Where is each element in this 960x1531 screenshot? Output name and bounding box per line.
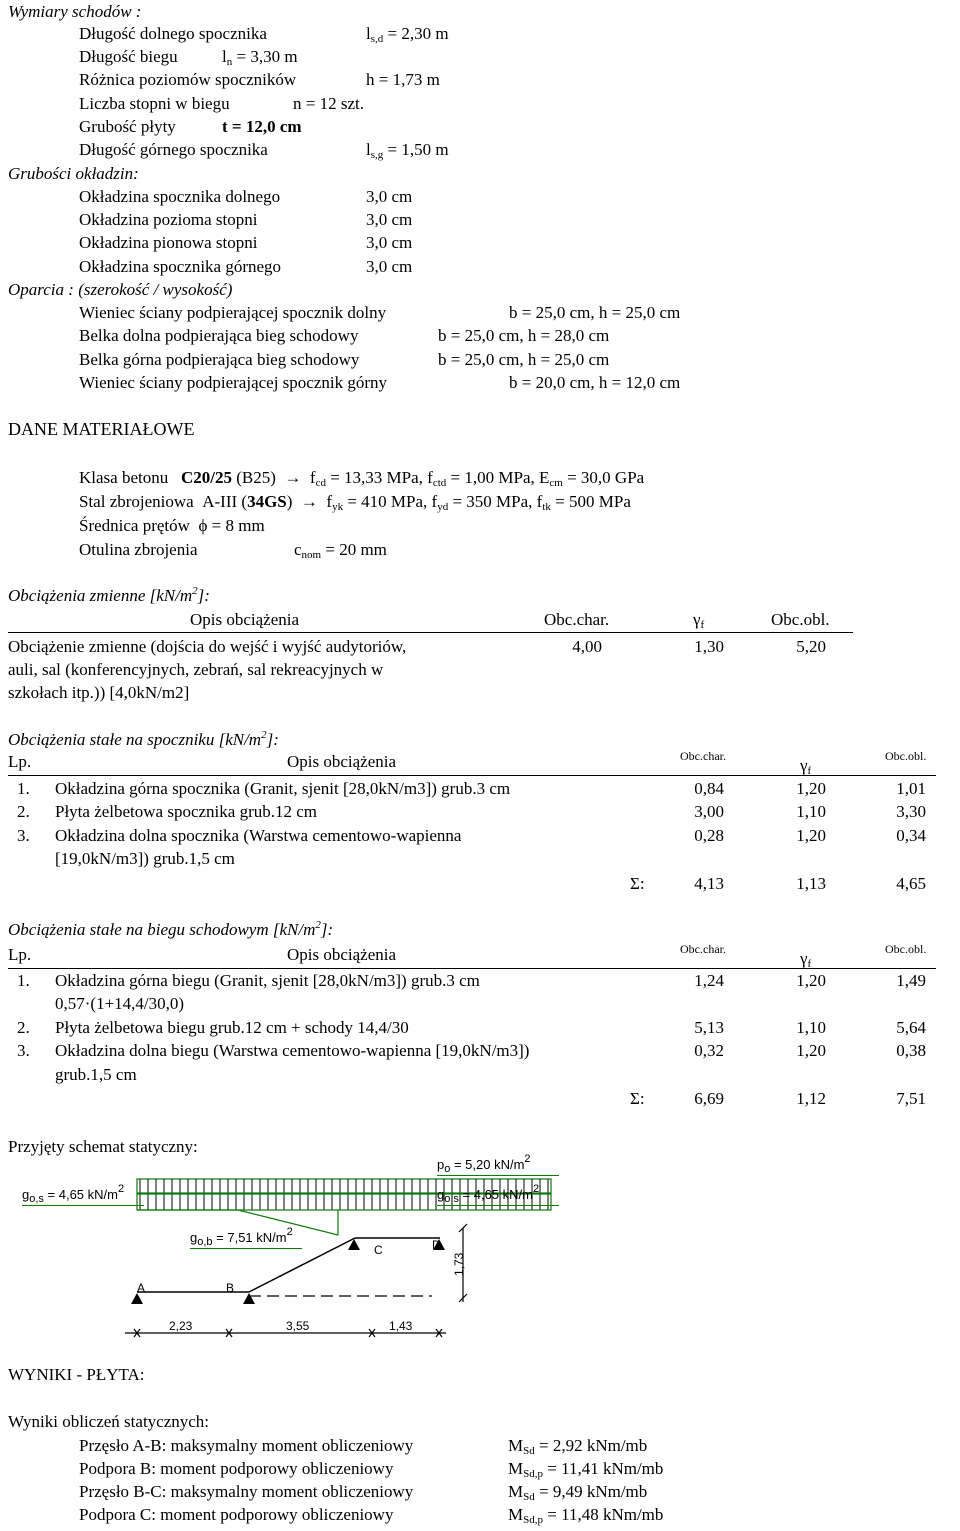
support-label: Wieniec ściany podpierającej spocznik górny bbox=[79, 373, 388, 392]
steel-line: Stal zbrojeniowa A-III $(34GS) \to f_{yk} = 410$ MPa, $f_{yd} = 350$ MPa, $f_{tk} = 500$ MPa bbox=[79, 492, 631, 513]
cladding-label: Okładzina pionowa stopni bbox=[79, 233, 258, 252]
dim-label: Długość dolnego spocznika bbox=[79, 24, 267, 43]
arrow-icon: → bbox=[284, 468, 302, 487]
variable-row-char: 4,00 bbox=[572, 637, 602, 656]
landing-row-char: 0,28 bbox=[694, 826, 724, 845]
result-value: $M_{Sd} = 2,92$ kNm/mb bbox=[508, 1436, 648, 1457]
load-po-underline bbox=[437, 1175, 559, 1176]
node-label-c: C bbox=[374, 1243, 383, 1257]
landing-row-gamma: 1,20 bbox=[796, 779, 826, 798]
result-value: $M_{Sd,p} = 11,48$ kNm/mb bbox=[508, 1505, 664, 1526]
dim-label: Różnica poziomów spoczników bbox=[79, 70, 297, 89]
flight-head-lp: Lp. bbox=[8, 945, 32, 964]
support-value: b = 20,0 cm, h = 12,0 cm bbox=[509, 373, 681, 392]
dim-value: $l_{s,d} = 2,30$ m bbox=[366, 24, 449, 45]
support-value: b = 25,0 cm, h = 25,0 cm bbox=[438, 350, 610, 369]
flight-row-desc: 0,57·(1+14,4/30,0) bbox=[55, 994, 185, 1013]
landing-row-desc: Płyta żelbetowa spocznika grub.12 cm bbox=[55, 802, 318, 821]
result-label: Przęsło B-C: maksymalny moment obliczeniowy bbox=[79, 1482, 414, 1501]
landing-head-design: Obc.obl. bbox=[885, 749, 927, 763]
dim-label: Długość biegu bbox=[79, 47, 178, 66]
landing-head-lp: Lp. bbox=[8, 752, 32, 771]
span-label: 1,43 bbox=[389, 1319, 413, 1333]
support-label: Wieniec ściany podpierającej spocznik dolny bbox=[79, 303, 387, 322]
flight-row-design: 5,64 bbox=[896, 1018, 926, 1037]
landing-row-lp: 3. bbox=[17, 826, 30, 845]
dim-label: Liczba stopni w biegu bbox=[79, 94, 230, 113]
landing-sum-char: 4,13 bbox=[694, 874, 724, 893]
results-subtitle: Wyniki obliczeń statycznych: bbox=[8, 1412, 210, 1431]
flight-row-desc: grub.1,5 cm bbox=[55, 1065, 137, 1084]
landing-row-lp: 1. bbox=[17, 779, 30, 798]
flight-row-gamma: 1,20 bbox=[796, 1041, 826, 1060]
load-po-label: $p_o = 5,20$ $kN/m^2$ bbox=[437, 1153, 531, 1175]
variable-row-gamma: 1,30 bbox=[694, 637, 724, 656]
landing-row-gamma: 1,20 bbox=[796, 826, 826, 845]
cladding-label: Okładzina pozioma stopni bbox=[79, 210, 258, 229]
flight-row-lp: 3. bbox=[17, 1041, 30, 1060]
landing-row-design: 0,34 bbox=[896, 826, 926, 845]
dim-value: t = 12,0 cm bbox=[222, 117, 302, 136]
support-b-icon bbox=[243, 1293, 255, 1304]
cladding-value: 3,0 cm bbox=[366, 210, 413, 229]
results-title: WYNIKI - PŁYTA: bbox=[8, 1365, 145, 1384]
landing-head-desc: Opis obciążenia bbox=[287, 752, 397, 771]
landing-row-char: 0,84 bbox=[694, 779, 724, 798]
flight-head-char: Obc.char. bbox=[680, 942, 726, 956]
cladding-label: Okładzina spocznika dolnego bbox=[79, 187, 281, 206]
landing-row-desc: Okładzina górna spocznika (Granit, sjenit [28,0kN/m3]) grub.3 cm bbox=[55, 779, 511, 798]
variable-head-design: Obc.obl. bbox=[771, 610, 830, 629]
cover-label: Otulina zbrojenia bbox=[79, 540, 198, 559]
dim-value: h = 1,73 m bbox=[366, 70, 440, 89]
cladding-value: 3,0 cm bbox=[366, 257, 413, 276]
result-value: $M_{Sd,p} = 11,41$ kNm/mb bbox=[508, 1459, 664, 1480]
cladding-title: Grubości okładzin: bbox=[8, 164, 139, 183]
load-gos-left-label: $g_{o,s} = 4,65$ $kN/m^2$ bbox=[22, 1183, 125, 1205]
node-label-a: A bbox=[137, 1281, 146, 1295]
flight-row-char: 1,24 bbox=[694, 971, 724, 990]
cover-value: $c_{nom} = 20$ mm bbox=[294, 540, 387, 561]
bar-diameter-line: Średnica prętów ϕ = 8 mm bbox=[79, 516, 265, 535]
landing-row-design: 3,30 bbox=[896, 802, 926, 821]
load-gob-underline bbox=[190, 1248, 302, 1249]
landing-title: Obciążenia stałe na spoczniku $[kN/m^2]$: bbox=[8, 729, 279, 749]
landing-row-desc: Okładzina dolna spocznika (Warstwa cementowo-wapienna bbox=[55, 826, 462, 845]
flight-row-desc: Płyta żelbetowa biegu grub.12 cm + schody 14,4/30 bbox=[55, 1018, 409, 1037]
scheme-title: Przyjęty schemat statyczny: bbox=[8, 1137, 198, 1156]
variable-head-gamma: $\gamma_f$ bbox=[693, 610, 705, 631]
result-label: Podpora B: moment podporowy obliczeniowy bbox=[79, 1459, 394, 1478]
landing-row-desc: [19,0kN/m3]) grub.1,5 cm bbox=[55, 849, 235, 868]
node-label-b: B bbox=[226, 1281, 235, 1295]
load-gos-right-underline bbox=[437, 1205, 559, 1206]
static-scheme-diagram bbox=[0, 1150, 960, 1370]
flight-row-design: 0,38 bbox=[896, 1041, 926, 1060]
flight-row-desc: Okładzina górna biegu (Granit, sjenit [28,0kN/m3]) grub.3 cm bbox=[55, 971, 480, 990]
load-gob-label: $g_{o,b} = 7,51$ $kN/m^2$ bbox=[190, 1226, 293, 1248]
landing-row-gamma: 1,10 bbox=[796, 802, 826, 821]
node-label-d: D bbox=[432, 1238, 441, 1252]
span-label: 3,55 bbox=[286, 1319, 310, 1333]
dim-label: Grubość płyty bbox=[79, 117, 176, 136]
flight-head-gamma: $\gamma_f$ bbox=[800, 949, 812, 970]
flight-row-desc: Okładzina dolna biegu (Warstwa cementowo-wapienna [19,0kN/m3]) bbox=[55, 1041, 530, 1060]
flight-head-desc: Opis obciążenia bbox=[287, 945, 397, 964]
landing-sum-design: 4,65 bbox=[896, 874, 926, 893]
span-label: 2,23 bbox=[169, 1319, 193, 1333]
landing-row-lp: 2. bbox=[17, 802, 30, 821]
variable-row-design: 5,20 bbox=[796, 637, 826, 656]
cladding-value: 3,0 cm bbox=[366, 233, 413, 252]
cladding-label: Okładzina spocznika górnego bbox=[79, 257, 282, 276]
variable-head-desc: Opis obciążenia bbox=[190, 610, 300, 629]
support-value: b = 25,0 cm, h = 25,0 cm bbox=[509, 303, 681, 322]
arrow-icon: → bbox=[300, 492, 318, 511]
cladding-value: 3,0 cm bbox=[366, 187, 413, 206]
flight-row-char: 5,13 bbox=[694, 1018, 724, 1037]
height-dimension-label: 1,73 bbox=[452, 1252, 466, 1276]
dim-value: $l_{s,g} = 1,50$ m bbox=[366, 140, 449, 161]
landing-head-gamma: $\gamma_f$ bbox=[800, 756, 812, 777]
flight-sum-design: 7,51 bbox=[896, 1089, 926, 1108]
support-label: Belka górna podpierająca bieg schodowy bbox=[79, 350, 360, 369]
flight-head-design: Obc.obl. bbox=[885, 942, 927, 956]
flight-row-design: 1,49 bbox=[896, 971, 926, 990]
flight-row-gamma: 1,10 bbox=[796, 1018, 826, 1037]
result-value: $M_{Sd} = 9,49$ kNm/mb bbox=[508, 1482, 648, 1503]
landing-sum-gamma: 1,13 bbox=[796, 874, 826, 893]
flight-sum-char: 6,69 bbox=[694, 1089, 724, 1108]
dim-value: $l_n = 3,30$ m bbox=[222, 47, 298, 68]
flight-row-gamma: 1,20 bbox=[796, 971, 826, 990]
landing-row-design: 1,01 bbox=[896, 779, 926, 798]
load-gos-left-underline bbox=[22, 1205, 144, 1206]
dim-value: n = 12 szt. bbox=[293, 94, 364, 113]
flight-sum-label: Σ: bbox=[630, 1089, 645, 1108]
dims-title: Wymiary schodów : bbox=[8, 2, 142, 21]
concrete-line: Klasa betonu C20/25 $(B25) \to f_{cd} = 13,33$ MPa, $f_{ctd} = 1,00$ MPa, $E_{cm} = 30,0$ GPa bbox=[79, 468, 645, 489]
support-value: b = 25,0 cm, h = 28,0 cm bbox=[438, 326, 610, 345]
flight-row-lp: 1. bbox=[17, 971, 30, 990]
variable-head-char: Obc.char. bbox=[544, 610, 610, 629]
variable-row-desc: Obciążenie zmienne (dojścia do wejść i wyjść audytoriów, bbox=[8, 637, 407, 656]
support-label: Belka dolna podpierająca bieg schodowy bbox=[79, 326, 359, 345]
landing-header-rule bbox=[8, 775, 936, 776]
dim-label: Długość górnego spocznika bbox=[79, 140, 268, 159]
variable-title: Obciążenia zmienne $[kN/m^2]$: bbox=[8, 585, 210, 605]
flight-row-lp: 2. bbox=[17, 1018, 30, 1037]
supports-title: Oparcia : (szerokość / wysokość) bbox=[8, 280, 233, 299]
flight-row-char: 0,32 bbox=[694, 1041, 724, 1060]
flight-title: Obciążenia stałe na biegu schodowym $[kN/m^2]$: bbox=[8, 919, 334, 939]
result-label: Przęsło A-B: maksymalny moment obliczeniowy bbox=[79, 1436, 414, 1455]
variable-row-desc: auli, sal (konferencyjnych, zebrań, sal rekreacyjnych w bbox=[8, 660, 384, 679]
landing-sum-label: Σ: bbox=[630, 874, 645, 893]
landing-head-char: Obc.char. bbox=[680, 749, 726, 763]
variable-row-desc: szkołach itp.)) [4,0kN/m2] bbox=[8, 683, 190, 702]
flight-header-rule bbox=[8, 968, 936, 969]
load-gos-right-label: $g_{o,s} = 4,65$ $kN/m^2$ bbox=[437, 1183, 540, 1205]
flight-sum-gamma: 1,12 bbox=[796, 1089, 826, 1108]
variable-header-rule bbox=[8, 632, 853, 633]
landing-row-char: 3,00 bbox=[694, 802, 724, 821]
result-label: Podpora C: moment podporowy obliczeniowy bbox=[79, 1505, 394, 1524]
materials-title: DANE MATERIAŁOWE bbox=[8, 419, 195, 439]
